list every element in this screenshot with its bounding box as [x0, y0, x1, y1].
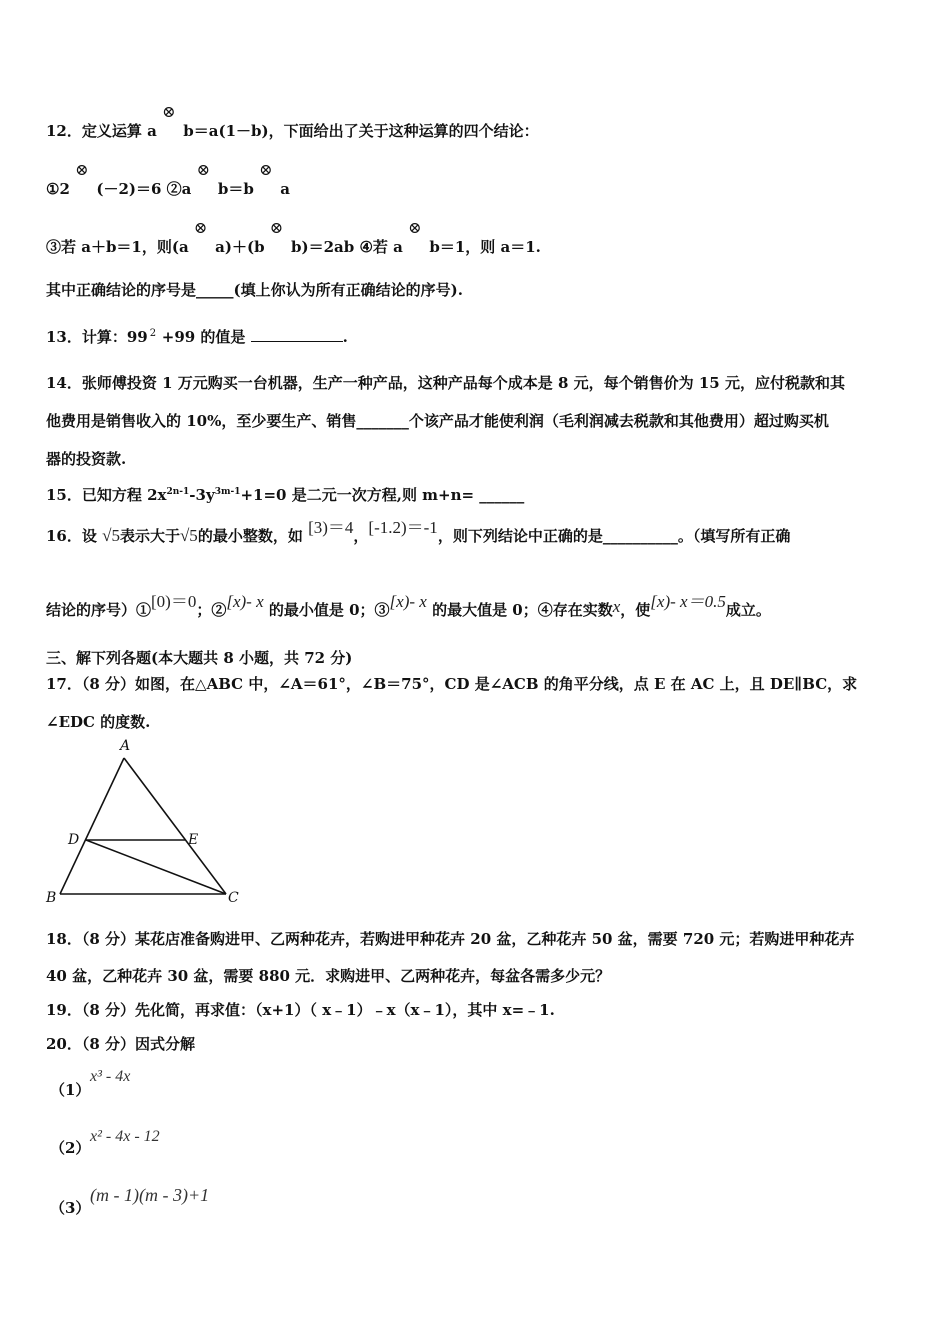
q12-text: a)＋(b [215, 238, 265, 256]
q12-text: b)＝2ab ④若 a [291, 238, 403, 256]
q12-line1 [46, 102, 904, 141]
otimes-icon: ⊗ [408, 218, 422, 237]
q12-line3 [46, 218, 904, 257]
item-label: （3） [50, 1199, 91, 1217]
section-header: 三、解下列各题(本大题共 8 小题，共 72 分) [46, 649, 353, 667]
q14-line2: 他费用是销售收入的 10%，至少要生产、销售_______个该产品才能使利润（毛利润减去税款和其他费用）超过购买机 [46, 412, 829, 430]
q16-text: 的最小整数，如 [197, 527, 303, 545]
otimes-icon: ⊗ [75, 160, 89, 179]
q16-text: ， [353, 527, 369, 545]
q16-text: 的最大值是 0；④存在实数 [432, 601, 613, 619]
q16-text: 结论的序号）① [46, 601, 152, 619]
q16-text: ，使 [620, 601, 651, 619]
sqrt5-formula: √5 [102, 526, 120, 545]
q15-text: +1=0 是二元一次方程,则 m+n= ______ [240, 486, 525, 504]
label-A: A [120, 738, 131, 754]
q13-end: . [342, 328, 348, 346]
example-formula-1: [3)＝4 [308, 518, 354, 537]
label-C: C [228, 890, 239, 906]
q12-text: ①2 [46, 180, 70, 198]
q12-text: ③若 a＋b＝1，则(a [46, 238, 189, 256]
q13-prefix: 13．计算：99 [46, 328, 148, 346]
q20-expr-1: x³ - 4x [90, 1068, 131, 1085]
q18-line1: 18．（8 分）某花店准备购进甲、乙两种花卉，若购进甲种花卉 20 盆，乙种花卉 50 盆，需要 720 元；若购进甲种花卉 [46, 930, 855, 948]
label-E: E [188, 832, 199, 848]
example-formula-2: [-1.2)＝-1 [368, 518, 438, 537]
q20-expr-3: (m - 1)(m - 3)+1 [90, 1185, 210, 1205]
q15-exp2: 3m-1 [214, 487, 241, 497]
q17-line1: 17．（8 分）如图，在△ABC 中，∠A＝61°，∠B＝75°，CD 是∠ACB 的角平分线，点 E 在 AC 上，且 DE∥BC，求 [46, 675, 858, 693]
q12-text: (－2)＝6 ②a [96, 180, 192, 198]
q20-item-1 [50, 1080, 904, 1100]
q20-item-2 [50, 1138, 904, 1158]
q12-line2 [46, 160, 904, 199]
formula-2: [x)- x [226, 592, 264, 611]
otimes-icon: ⊗ [193, 218, 208, 237]
q12-text: b＝b [217, 180, 254, 198]
sqrt5-formula: √5 [179, 526, 198, 545]
label-B: B [46, 890, 57, 906]
q16-text: ；② [196, 601, 227, 619]
q12-text: 12．定义运算 a [46, 122, 157, 140]
q16-text: 表示大于 [119, 527, 180, 545]
q15-exp1: 2n-1 [166, 487, 190, 497]
q15-text: -3y [189, 486, 215, 504]
q16-line1 [46, 518, 904, 546]
q12-line4: 其中正确结论的序号是_____(填上你认为所有正确结论的序号). [46, 281, 463, 299]
variable-x: x [612, 597, 621, 616]
q19: 19．（8 分）先化简，再求值：（x+1）（ x﹣1）﹣x（x﹣1），其中 x=﹣1. [46, 1001, 555, 1019]
q13: 13．计算：99 2 +99 的值是 . [46, 328, 348, 346]
label-D: D [68, 832, 80, 848]
q16-text: ，则下列结论中正确的是__________。（填写所有正确 [437, 527, 791, 545]
item-label: （1） [50, 1081, 91, 1099]
otimes-icon: ⊗ [269, 218, 284, 237]
otimes-icon: ⊗ [259, 160, 273, 179]
q20-expr-2: x² - 4x - 12 [90, 1128, 160, 1145]
q16-text: 的最小值是 0；③ [268, 601, 390, 619]
triangle-figure [40, 736, 250, 906]
q17-line2: ∠EDC 的度数. [46, 713, 151, 731]
otimes-icon: ⊗ [162, 102, 176, 121]
item-label: （2） [50, 1139, 91, 1157]
q12-text: a [280, 180, 291, 198]
formula-3: [x)- x [389, 592, 427, 611]
q13-suffix: +99 的值是 [161, 328, 246, 346]
q15 [46, 482, 904, 505]
q14-line1: 14．张师傅投资 1 万元购买一台机器，生产一种产品，这种产品每个成本是 8 元，每个销售价为 15 元，应付税款和其 [46, 374, 845, 392]
q15-text: 15．已知方程 2x [46, 486, 167, 504]
q12-text: b＝a(1－b)，下面给出了关于这种运算的四个结论： [183, 122, 539, 140]
q18-line2: 40 盆，乙种花卉 30 盆，需要 880 元．求购进甲、乙两种花卉，每盆各需多少元？ [46, 967, 611, 985]
q12-text: b＝1，则 a＝1. [429, 238, 541, 256]
q16-text: 16．设 [46, 527, 97, 545]
otimes-icon: ⊗ [196, 160, 211, 179]
q20-title: 20．（8 分）因式分解 [46, 1035, 196, 1053]
q14-line3: 器的投资款. [46, 450, 127, 468]
q16-line2 [46, 592, 904, 620]
answer-blank [251, 327, 343, 342]
q16-text: 成立。 [725, 601, 771, 619]
formula-1: [0)＝0 [151, 592, 197, 611]
segment-ab [60, 758, 124, 894]
formula-4: [x)- x＝0.5 [650, 592, 726, 611]
